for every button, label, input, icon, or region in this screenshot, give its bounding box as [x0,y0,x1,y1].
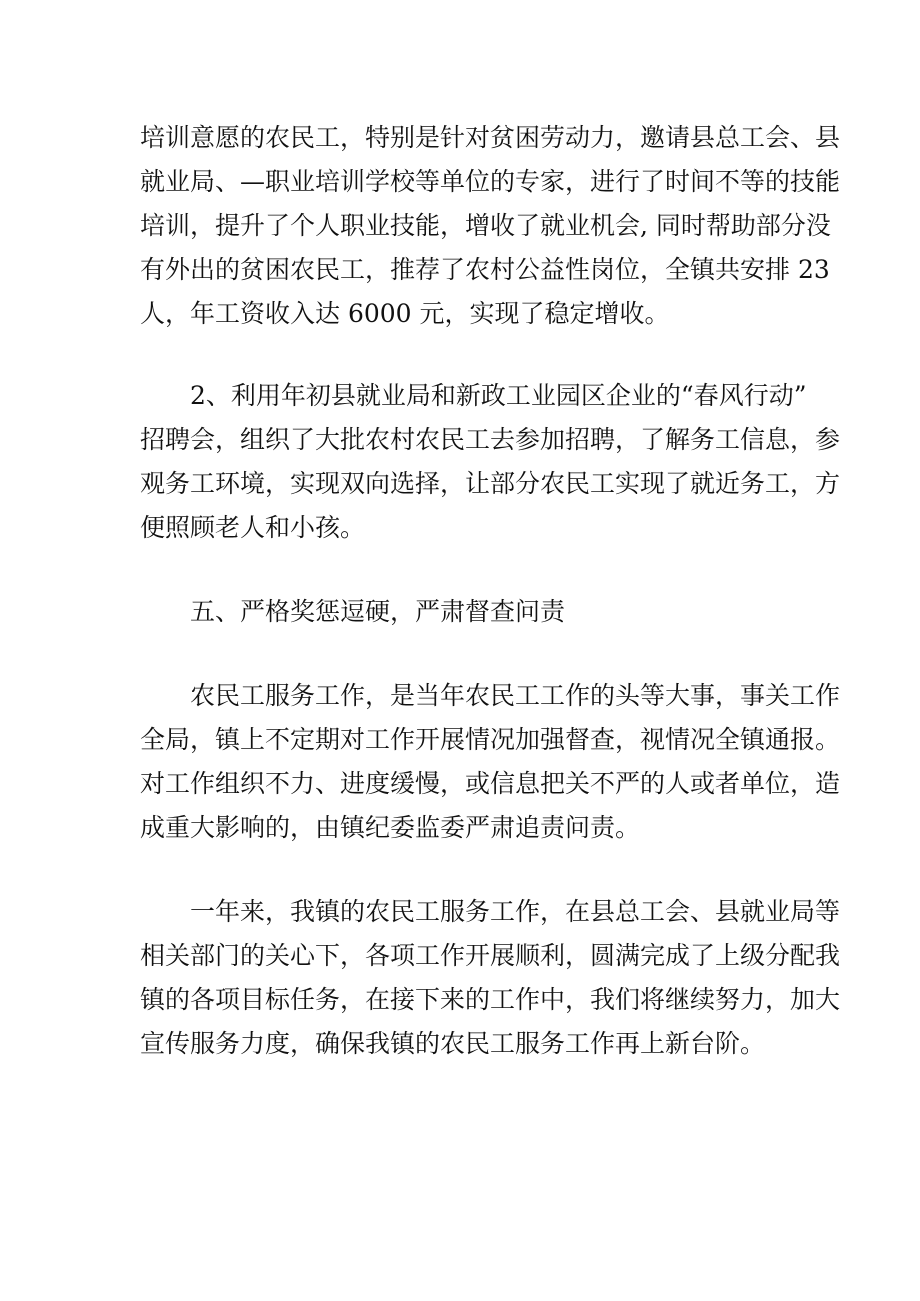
text-line: 就业局、—职业培训学校等单位的专家，进行了时间不等的技能 [140,167,841,196]
text-line: 农民工服务工作，是当年农民工工作的头等大事，事关工作 [190,681,841,710]
text-line: 成重大影响的，由镇纪委监委严肃追责问责。 [140,813,641,842]
paragraph-spring-breeze-action [140,374,841,550]
text-line: 全局，镇上不定期对工作开展情况加强督查，视情况全镇通报。 [140,725,841,754]
text-line: 观务工环境，实现双向选择，让部分农民工实现了就近务工，方 [140,469,841,498]
section-heading-text: 五、严格奖惩逗硬，严肃督查问责 [190,597,566,626]
text-line: 有外出的贫困农民工，推荐了农村公益性岗位，全镇共安排 23 [140,255,830,284]
text-line: 宣传服务力度，确保我镇的农民工服务工作再上新台阶。 [140,1029,766,1058]
text-line: 培训，提升了个人职业技能，增收了就业机会, 同时帮助部分没 [140,211,831,240]
text-line: 相关部门的关心下，各项工作开展顺利，圆满完成了上级分配我 [140,941,841,970]
paragraph-supervision [140,674,841,850]
text-line: 培训意愿的农民工，特别是针对贫困劳动力，邀请县总工会、县 [140,123,841,152]
text-line: 一年来，我镇的农民工服务工作，在县总工会、县就业局等 [190,897,841,926]
text-line: 对工作组织不力、进度缓慢，或信息把关不严的人或者单位，造 [140,769,841,798]
text-line: 人，年工资收入达 6000 元，实现了稳定增收。 [140,299,670,328]
paragraph-summary [140,890,841,1066]
text-line: 招聘会，组织了大批农村农民工去参加招聘，了解务工信息，参 [140,425,841,454]
section-heading [140,590,800,634]
text-line: 便照顾老人和小孩。 [140,513,366,542]
text-line: 镇的各项目标任务，在接下来的工作中，我们将继续努力，加大 [140,985,841,1014]
text-line: 2、利用年初县就业局和新政工业园区企业的“春风行动” [190,381,807,410]
paragraph-training-continuation [140,116,841,336]
